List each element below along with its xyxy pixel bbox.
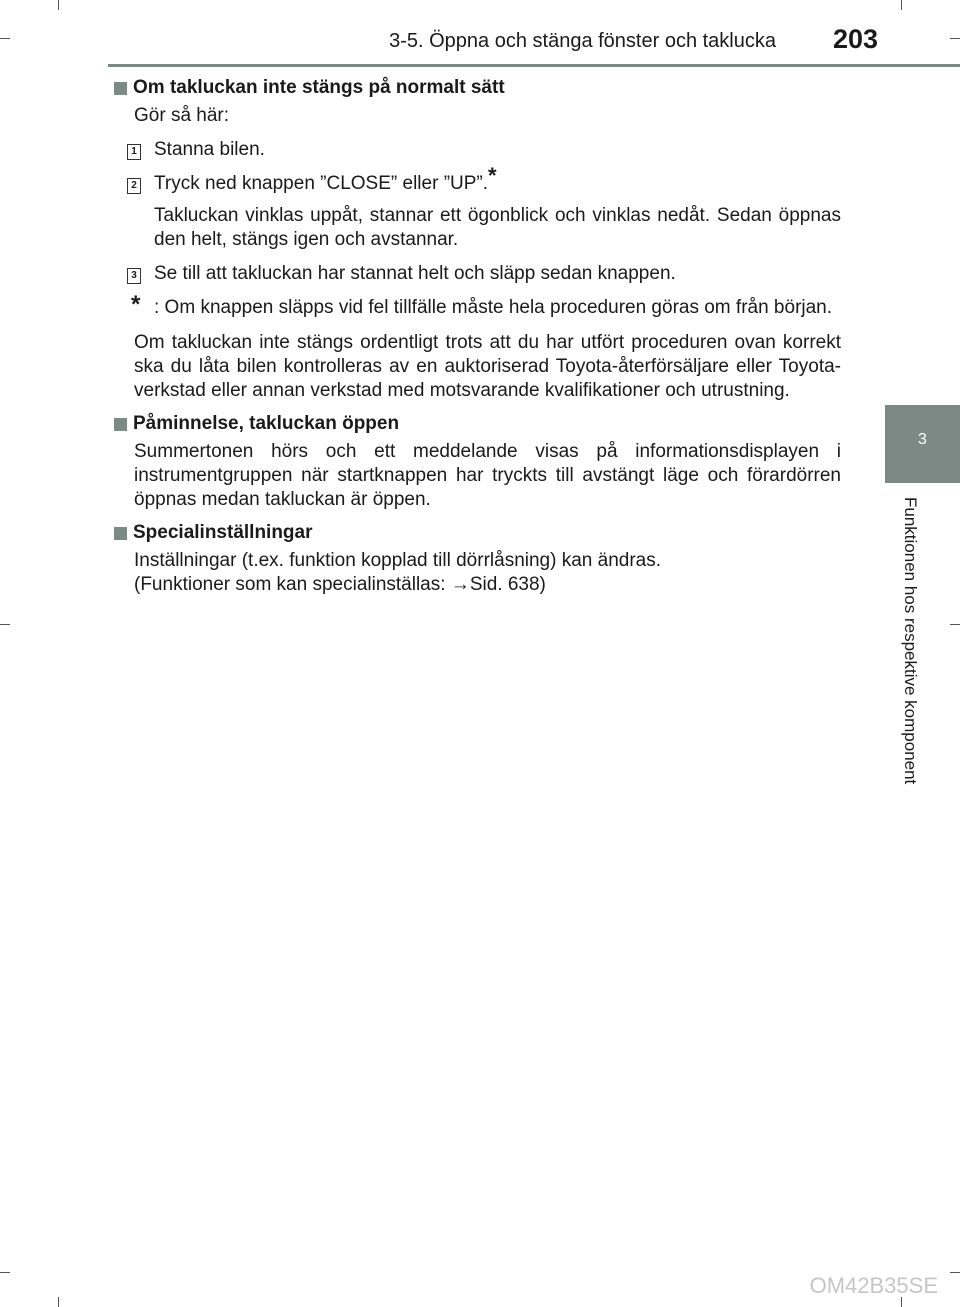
step-text: Se till att takluckan har stannat helt och släpp sedan knappen. xyxy=(154,263,676,284)
step-text: Stanna bilen. xyxy=(154,139,265,160)
step-item xyxy=(131,262,841,286)
crop-mark xyxy=(58,0,59,10)
crop-mark xyxy=(950,38,960,39)
crop-mark xyxy=(950,1272,960,1273)
footer-watermark: OM42B35SE xyxy=(809,1273,938,1298)
section-heading xyxy=(114,76,841,100)
header-divider xyxy=(108,64,960,67)
section-heading xyxy=(114,412,841,436)
intro-text: Gör så här: xyxy=(134,105,230,126)
page-number: 203 xyxy=(832,24,878,54)
heading-text: Specialinställningar xyxy=(133,522,313,543)
section-heading xyxy=(114,521,841,545)
reference-link[interactable]: Sid. 638) xyxy=(469,574,546,595)
crop-mark xyxy=(58,1297,59,1307)
footnote-text: : Om knappen släpps vid fel tillfälle måste hela proceduren göras om från början. xyxy=(154,297,833,318)
step-item xyxy=(131,163,841,196)
reference-prefix: (Funktioner som kan specialinställas: xyxy=(134,574,451,595)
chapter-number: 3 xyxy=(918,431,927,448)
square-bullet-icon xyxy=(114,418,127,431)
page-reference xyxy=(134,573,841,597)
heading-text: Påminnelse, takluckan öppen xyxy=(133,413,400,434)
footnote xyxy=(131,291,841,320)
step-number-box: 1 xyxy=(127,144,141,160)
asterisk-marker: * xyxy=(131,291,141,318)
square-bullet-icon xyxy=(114,82,127,95)
crop-mark xyxy=(950,624,960,625)
body-line: Inställningar (t.ex. funktion kopplad till dörrlåsning) kan ändras. xyxy=(134,550,662,571)
heading-text: Om takluckan inte stängs på normalt sätt xyxy=(133,77,505,98)
crop-mark xyxy=(0,624,10,625)
square-bullet-icon xyxy=(114,527,127,540)
step-item xyxy=(131,138,841,162)
section-title: 3-5. Öppna och stänga fönster och taklucka xyxy=(389,30,776,52)
asterisk-marker: * xyxy=(488,163,497,188)
crop-mark xyxy=(901,0,902,10)
crop-mark xyxy=(0,1272,10,1273)
body-paragraph: Summertonen hörs och ett meddelande visas på informationsdisplayen i instrumentgruppen när startknappen har tryckts till avstängt läge och förardörren öppnas medan takluckan är öppen. xyxy=(134,441,841,510)
page-content xyxy=(114,76,841,597)
closing-paragraph: Om takluckan inte stängs ordentligt trots att du har utfört proceduren ovan korrekt ska du låta bilen kontrolleras av en auktoriserad Toyota-återförsäljare eller Toyota-verkstad eller annan verkstad med motsvarande kvalifikationer och utrustning. xyxy=(134,332,841,401)
step-detail: Takluckan vinklas uppåt, stannar ett ögonblick och vinklas nedåt. Sedan öppnas den helt, stängs igen och avstannar. xyxy=(154,205,841,250)
arrow-right-icon: → xyxy=(450,574,470,595)
step-number-box: 2 xyxy=(127,178,141,194)
chapter-label: Funktionen hos respektive komponent xyxy=(901,497,920,785)
step-number-box: 3 xyxy=(127,268,141,284)
crop-mark xyxy=(0,38,10,39)
step-text: Tryck ned knappen ”CLOSE” eller ”UP”. xyxy=(154,173,489,194)
